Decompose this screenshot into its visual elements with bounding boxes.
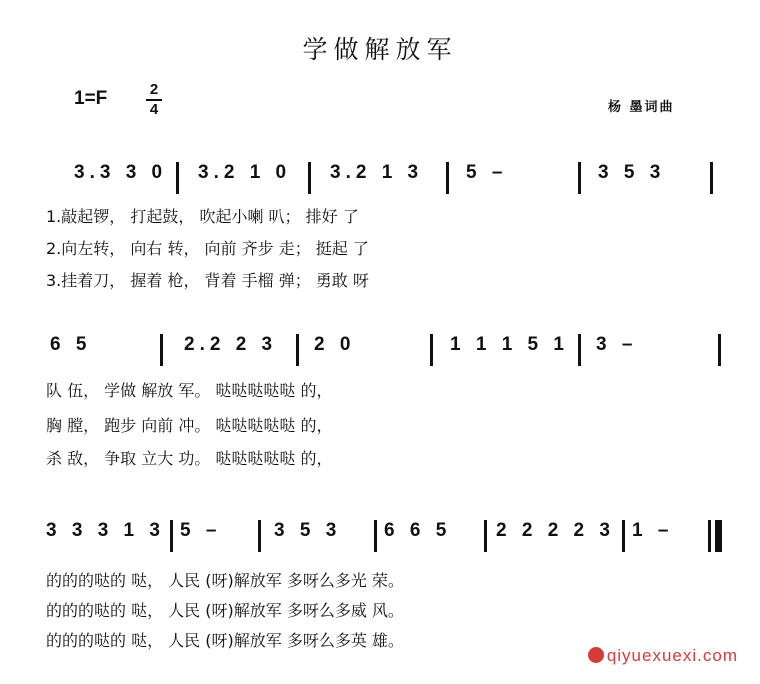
measure: 5 – [466, 162, 508, 183]
measure: 3.2 1 0 [198, 162, 292, 183]
site-logo-icon [588, 647, 604, 663]
lyric-line: 胸 膛， 跑步 向前 冲。 哒哒哒哒哒 的， [46, 416, 333, 435]
lyric-line: 的的的哒的 哒， 人民 (呀)解放军 多呀么多威 风。 [46, 601, 404, 620]
composer-credit: 杨 墨词曲 [608, 100, 675, 115]
measure: 6 6 5 [384, 520, 452, 541]
measure: 3 5 3 [598, 162, 666, 183]
measure: 1 – [632, 520, 674, 541]
measure: 6 5 [50, 334, 92, 355]
lyric-line: 的的的哒的 哒， 人民 (呀)解放军 多呀么多光 荣。 [46, 571, 404, 590]
measure: 3 5 3 [274, 520, 342, 541]
lyric-line: 3.挂着刀， 握着 枪， 背着 手榴 弹； 勇敢 呀 [46, 271, 369, 290]
measure: 2 2 2 2 3 [496, 520, 615, 541]
measure: 2.2 2 3 [184, 334, 278, 355]
time-signature [146, 82, 162, 118]
measure: 3.2 1 3 [330, 162, 424, 183]
lyric-line: 2.向左转， 向右 转， 向前 齐步 走； 挺起 了 [46, 239, 369, 258]
meter-bottom: 4 [149, 101, 159, 118]
lyric-line: 杀 敌， 争取 立大 功。 哒哒哒哒哒 的， [46, 449, 333, 468]
measure: 5 – [180, 520, 222, 541]
measure: 3 3 3 1 3 [46, 520, 165, 541]
lyric-line: 的的的哒的 哒， 人民 (呀)解放军 多呀么多英 雄。 [46, 631, 404, 650]
measure: 2 0 [314, 334, 356, 355]
key-signature: 1=F [74, 88, 108, 109]
watermark: qiyuexuexi.com [588, 646, 738, 666]
lyric-line: 1.敲起锣， 打起鼓， 吹起小喇 叭； 排好 了 [46, 207, 359, 226]
measure: 3 – [596, 334, 638, 355]
lyric-line: 队 伍， 学做 解放 军。 哒哒哒哒哒 的， [46, 381, 333, 400]
measure: 1 1 1 5 1 [450, 334, 569, 355]
song-title: 学做解放军 [302, 35, 458, 64]
meter-top: 2 [149, 81, 159, 98]
measure: 3.3 3 0 [74, 162, 168, 183]
